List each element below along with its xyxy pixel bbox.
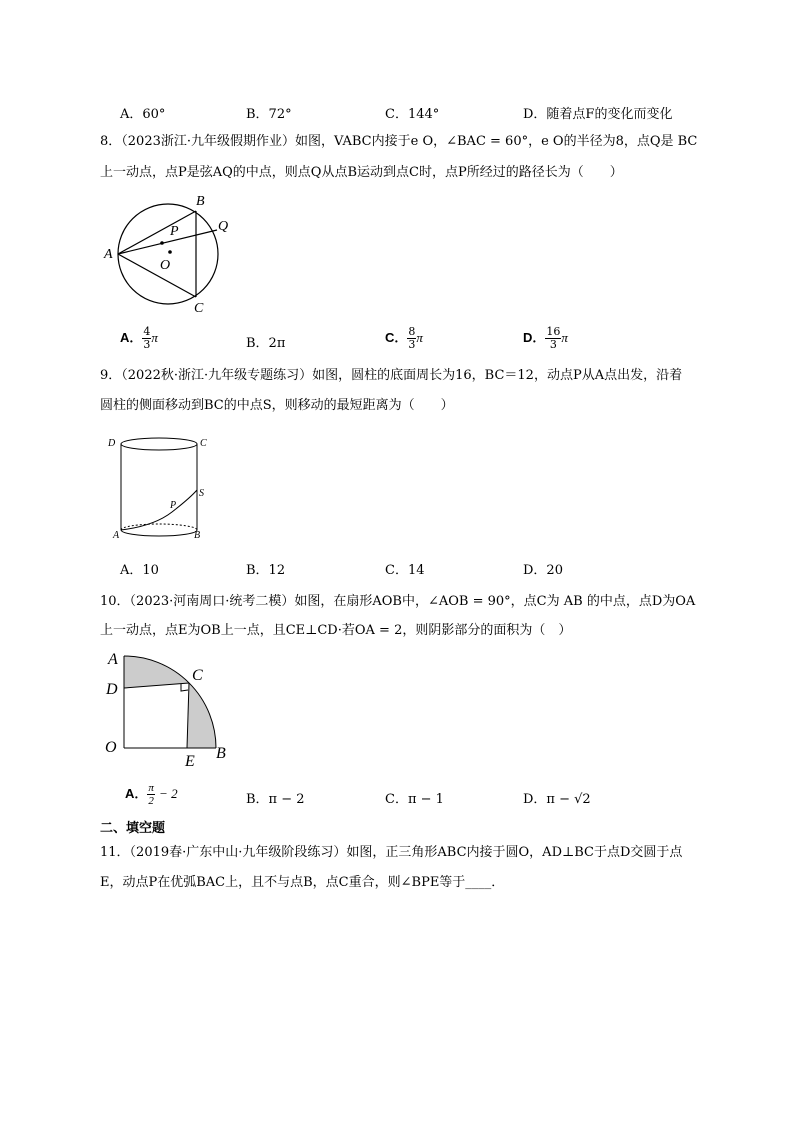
- q10-option-a: A． $\frac{\pi}{2}$ − 2: [125, 782, 178, 807]
- q8-option-c: C． $\frac{8}{3}$ π: [385, 325, 423, 351]
- q8-option-a-fraction: $\frac{4}{3}$: [143, 325, 151, 351]
- q8-label-p: P: [170, 224, 179, 239]
- q8-point-p: [160, 241, 164, 245]
- q10-label-d: D: [106, 681, 118, 698]
- q10-label-e: E: [185, 753, 195, 770]
- q10-option-b: B．π − 2: [246, 792, 305, 807]
- q8-label-b: B: [196, 194, 205, 209]
- q9-option-a: A．10: [120, 563, 159, 578]
- q8-option-a-label: A．: [120, 330, 143, 345]
- q9-cylinder-figure: [104, 432, 214, 544]
- q10-stem-line2: 上一动点，点E为OB上一点，且CE⊥CD·若OA = 2，则阴影部分的面积为（ ）: [100, 623, 572, 638]
- q8-circle-figure: [100, 190, 240, 318]
- q8-chord-ab: [118, 211, 196, 254]
- q9-label-p: P: [170, 500, 177, 511]
- q9-option-b: B．12: [246, 563, 286, 578]
- q10-shaded-region-right: [187, 683, 216, 748]
- q9-stem-line2: 圆柱的侧面移动到BC的中点S，则移动的最短距离为（ ）: [100, 398, 454, 413]
- q7-option-d: D．随着点F的变化而变化: [523, 107, 673, 122]
- q10-label-c: C: [192, 667, 203, 684]
- q10-option-d: D．π − √2: [523, 792, 591, 807]
- q10-option-a-label: A．: [125, 786, 148, 801]
- q8-option-c-fraction: $\frac{8}{3}$: [408, 325, 416, 351]
- q10-sector-figure: [100, 648, 240, 770]
- q8-option-d-label: D．: [523, 330, 546, 345]
- q8-option-d-fraction: $\frac{16}{3}$: [546, 325, 561, 351]
- q9-label-a: A: [113, 530, 120, 541]
- q8-stem-line2: 上一动点，点P是弦AQ的中点，则点Q从点B运动到点C时，点P所经过的路径长为（ ）: [100, 165, 623, 180]
- q9-option-c: C．14: [385, 563, 425, 578]
- q9-label-s: S: [199, 488, 204, 499]
- q8-option-c-label: C．: [385, 330, 408, 345]
- q10-stem-line1: 10．（2023·河南周口·统考二模）如图，在扇形AOB中，∠AOB = 90°，点C为 AB 的中点，点D为OA: [100, 594, 696, 609]
- q8-stem-line1: 8．（2023浙江·九年级假期作业）如图，VABC内接于e O，∠BAC = 60°，e O的半径为8，点Q是 BC: [100, 134, 698, 149]
- q9-label-b: B: [194, 530, 201, 541]
- q10-label-b: B: [216, 745, 226, 762]
- q7-option-a: A．60°: [120, 107, 166, 122]
- q10-label-a: A: [108, 651, 118, 668]
- q10-right-angle-mark: [181, 684, 188, 691]
- q8-label-c: C: [194, 301, 204, 316]
- q10-shaded-region-top: [124, 656, 189, 688]
- q8-point-o: [168, 250, 172, 254]
- q8-label-q: Q: [218, 219, 229, 234]
- q8-label-a: A: [104, 247, 113, 262]
- q9-stem-line1: 9．（2022秋·浙江·九年级专题练习）如图，圆柱的底面周长为16，BC＝12，动点P从A点出发，沿着: [100, 368, 683, 383]
- section-title-fill-in: 二、填空题: [100, 820, 166, 835]
- q11-stem-line1: 11．（2019春·广东中山·九年级阶段练习）如图，正三角形ABC内接于圆O，AD⊥BC于点D交圆于点: [100, 845, 683, 860]
- q8-option-b: B．2π: [246, 336, 286, 351]
- q9-cylinder-bottom-back: [121, 524, 197, 530]
- q8-circle: [118, 204, 218, 304]
- q8-option-a: A． $\frac{4}{3}$ π: [120, 325, 158, 351]
- q11-stem-line2: E，动点P在优弧BAC上，且不与点B，点C重合，则∠BPE等于____．: [100, 875, 505, 890]
- q8-label-o: O: [160, 258, 171, 273]
- q10-option-c: C．π − 1: [385, 792, 444, 807]
- q7-option-b: B．72°: [246, 107, 292, 122]
- q9-option-d: D．20: [523, 563, 563, 578]
- q8-option-d: D． $\frac{16}{3}$ π: [523, 325, 568, 351]
- q9-label-c: C: [200, 438, 207, 449]
- q9-shortest-path: [121, 490, 197, 530]
- q10-option-a-fraction: $\frac{\pi}{2}$: [148, 782, 154, 807]
- q9-cylinder-top: [121, 438, 197, 450]
- q7-option-c: C．144°: [385, 107, 440, 122]
- q9-label-d: D: [108, 438, 116, 449]
- q9-cylinder-bottom-front: [121, 530, 197, 536]
- q8-chord-ac: [118, 254, 196, 297]
- q8-chord-aq: [118, 230, 217, 254]
- q10-label-o: O: [105, 739, 117, 756]
